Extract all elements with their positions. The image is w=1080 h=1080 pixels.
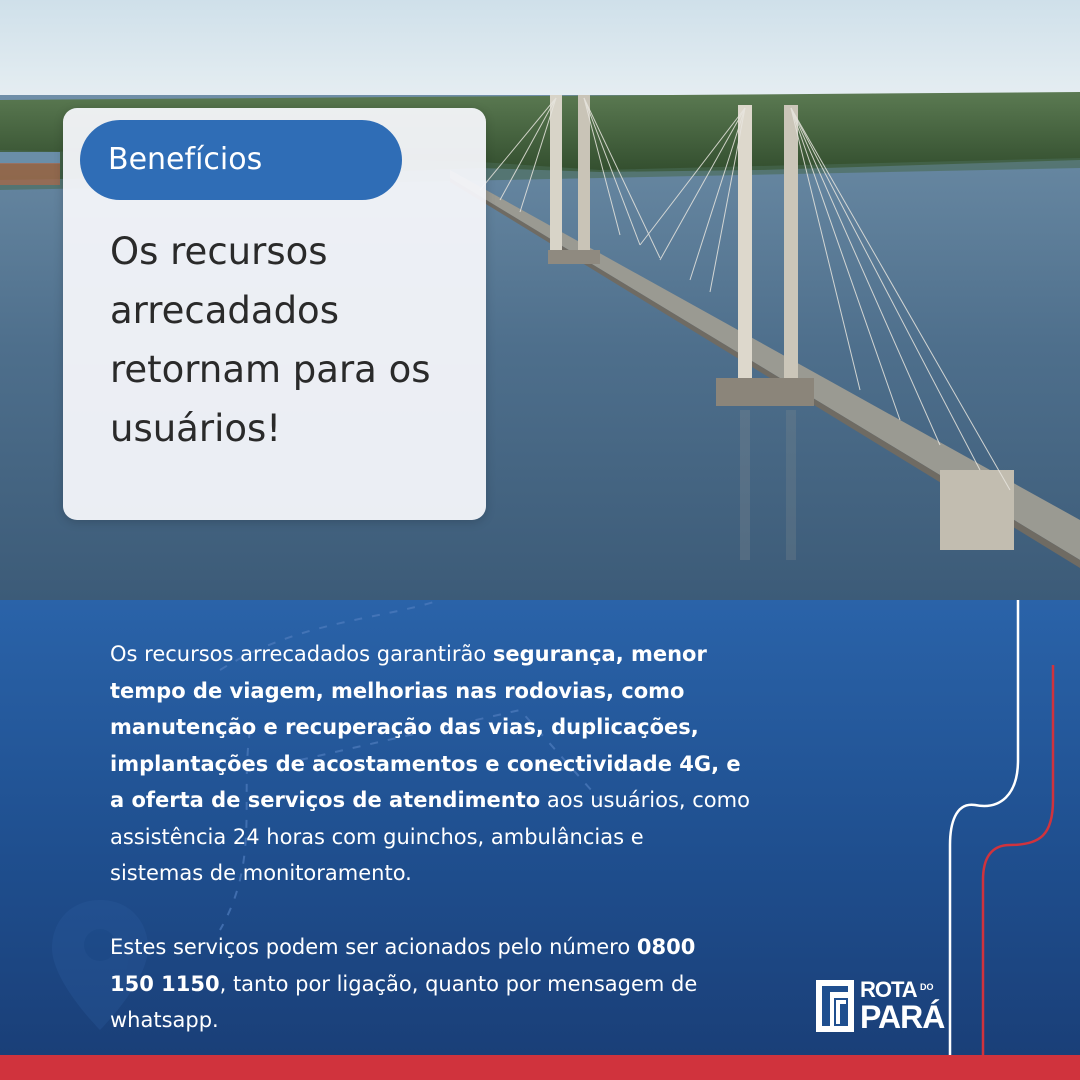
phone-number: 0800 [636,935,696,959]
paragraph-line: a oferta de serviços de atendimento aos usuários, como [110,788,750,812]
contact-paragraph [110,929,830,1039]
paragraph-line: Estes serviços podem ser acionados pelo número 0800 [110,935,696,959]
headline-line: arrecadados [110,289,339,332]
benefits-tag: Benefícios [80,120,402,200]
benefits-paragraph [110,636,830,892]
paragraph-line: tempo de viagem, melhorias nas rodovias, como [110,678,685,703]
headline-line: usuários! [110,407,282,450]
logo-text-para: PARÁ [860,999,945,1035]
paragraph-line: manutenção e recuperação das vias, duplicações, [110,715,699,739]
paragraph-line: assistência 24 horas com guinchos, ambulâncias e [110,824,644,849]
headline-line: retornam para os [110,348,431,391]
paragraph-line: sistemas de monitoramento. [110,861,412,885]
phone-number: 150 1150 [110,971,220,996]
headline-line: Os recursos [110,230,328,273]
card-headline [110,222,470,458]
paragraph-line: 150 1150, tanto por ligação, quanto por mensagem de [110,971,698,996]
paragraph-line: whatsapp. [110,1008,219,1032]
paragraph-line: Os recursos arrecadados garantirão segurança, menor [110,642,707,666]
footer-accent-bar [0,1055,1080,1080]
logo-text-do: DO [920,982,934,992]
paragraph-line: implantações de acostamentos e conectividade 4G, e [110,751,741,776]
logo-text-rota: ROTA [860,977,917,1002]
